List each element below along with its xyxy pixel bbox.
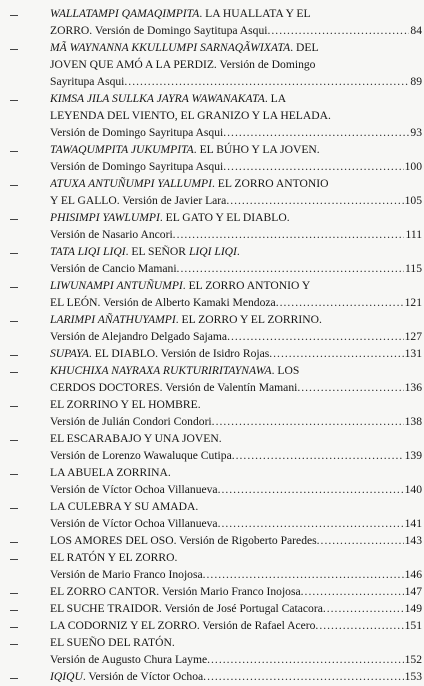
toc-entry (10, 431, 422, 465)
toc-line (50, 227, 422, 243)
title-text: EL SUEÑO DEL RATÓN. (50, 636, 175, 649)
entry-dash (10, 474, 18, 475)
page-number: 141 (404, 517, 422, 530)
title-aymara: MÃ WAYNANNA KKULLUMPI SARNAQÃWIXATA (50, 41, 291, 54)
toc-entry (10, 210, 422, 244)
toc-line (50, 431, 422, 447)
title-text: . LA (264, 92, 287, 105)
toc-line (50, 193, 422, 209)
title-text: CERDOS DOCTORES. Versión de Valentín Mamani. (50, 381, 301, 394)
leader-dots (305, 584, 404, 600)
toc-line (50, 74, 422, 90)
toc-line (50, 278, 422, 294)
toc-line-text (50, 618, 318, 634)
title-aymara: KHUCHIXA NAYRAXA RUKTURIRITAYNAWA (50, 364, 272, 377)
entry-dash (10, 253, 18, 254)
toc-line-text (50, 23, 270, 39)
title-text: LOS AMORES DEL OSO. Versión de Rigoberto Paredes. (50, 534, 320, 547)
entry-dash (10, 644, 18, 645)
entry-dash (10, 372, 18, 373)
leader-dots (221, 516, 403, 532)
toc-line (50, 363, 422, 379)
toc-line (50, 567, 422, 583)
toc-line (50, 516, 422, 532)
page-number: 138 (404, 415, 422, 428)
toc-line-text (50, 227, 176, 243)
toc-entry (10, 601, 422, 618)
toc-entry (10, 465, 422, 499)
title-text: Versión de Alejandro Delgado Sajama. (50, 330, 230, 343)
toc-entry (10, 142, 422, 176)
entry-dash (10, 610, 18, 611)
leader-dots (221, 482, 403, 498)
entry-dash (10, 100, 18, 101)
toc-line (50, 346, 422, 362)
leader-dots (211, 652, 404, 668)
title-text: EL SUCHE TRAIDOR. Versión de José Portugal Catacora. (50, 602, 326, 615)
toc-line-text (50, 261, 179, 277)
toc-line (50, 380, 422, 396)
toc-entry (10, 346, 422, 363)
entry-dash (10, 559, 18, 560)
entry-dash (10, 508, 18, 509)
title-text: Versión de Augusto Chura Layme. (50, 653, 211, 666)
title-text: . DEL (290, 41, 319, 54)
toc-line (50, 584, 422, 600)
leader-dots (216, 414, 404, 430)
title-text: . EL GATO Y EL DIABLO. (159, 211, 290, 224)
title-text: ZORRO. Versión de Domingo Saytitupa Asqui. (50, 24, 271, 37)
title-text: Versión de Lorenzo Wawaluque Cutipa. (50, 449, 235, 462)
title-text: EL ZORRO CANTOR. Versión Mario Franco Inojosa. (50, 585, 304, 598)
toc-line-text (50, 125, 226, 141)
toc-line-text (50, 516, 220, 532)
title-aymara: TATA LIQI LIQI (50, 245, 126, 258)
leader-dots (273, 346, 403, 362)
entry-dash (10, 321, 18, 322)
toc-line-text (50, 601, 326, 617)
toc-entry (10, 363, 422, 397)
title-text: LA CODORNIZ Y EL ZORRO. Versión de Rafael Acero. (50, 619, 319, 632)
title-text: . LOS (271, 364, 300, 377)
toc-line (50, 261, 422, 277)
leader-dots (327, 601, 404, 617)
title-text: Versión de Nasario Ancori. (50, 228, 176, 241)
toc-line (50, 176, 422, 192)
toc-line-text (50, 329, 230, 345)
entry-dash (10, 287, 18, 288)
title-text: Versión de Mario Franco Inojosa. (50, 568, 206, 581)
toc-entry (10, 40, 422, 91)
page-number: 84 (410, 24, 422, 37)
toc-line-text (50, 584, 304, 600)
page-number: 93 (410, 126, 422, 139)
toc-entry (10, 397, 422, 431)
toc-entry (10, 278, 422, 312)
title-aymara: ATUXA ANTUÑUMPI YALLUMPI (50, 177, 212, 190)
title-aymara: KIMSA JILA SULLKA JAYRA WAWANAKATA (50, 92, 265, 105)
toc-line-text (50, 74, 127, 90)
toc-line-text (50, 380, 300, 396)
toc-line (50, 448, 422, 464)
toc-entry (10, 669, 422, 686)
entry-dash (10, 49, 18, 50)
leader-dots (207, 669, 404, 685)
title-aymara: LIQI LIQI (188, 245, 237, 258)
toc-line (50, 669, 422, 685)
toc-line-text (50, 533, 320, 549)
leader-dots (236, 448, 404, 464)
title-text: . EL ZORRO ANTONIO Y (182, 279, 311, 292)
toc-line-text (50, 414, 215, 430)
leader-dots (231, 329, 404, 345)
title-aymara: IQIQU (50, 670, 83, 683)
page-number: 139 (404, 449, 422, 462)
title-text: Versión de Víctor Ochoa Villanueva. (50, 483, 221, 496)
page-number: 151 (404, 619, 422, 632)
entry-dash (10, 627, 18, 628)
entry-dash (10, 593, 18, 594)
title-text: . LA HUALLATA Y EL (199, 7, 311, 20)
title-aymara: LIWUNAMPI ANTUÑUMPI (50, 279, 183, 292)
toc-line (50, 108, 422, 124)
title-text: Versión de Cancio Mamani. (50, 262, 180, 275)
entry-dash (10, 678, 18, 679)
entry-dash (10, 440, 18, 441)
page-number: 121 (404, 296, 422, 309)
page-number: 100 (404, 160, 422, 173)
toc-entry (10, 499, 422, 533)
leader-dots (177, 227, 405, 243)
toc-line (50, 329, 422, 345)
toc-entry (10, 312, 422, 346)
toc-line (50, 210, 422, 226)
title-aymara: WALLATAMPI QAMAQIMPITA (50, 7, 200, 20)
leader-dots (207, 567, 404, 583)
entry-dash (10, 151, 18, 152)
toc-entry (10, 550, 422, 584)
entry-dash (10, 15, 18, 16)
toc-line (50, 482, 422, 498)
title-text: . EL SEÑOR (125, 245, 189, 258)
toc-line (50, 652, 422, 668)
toc-entry (10, 176, 422, 210)
page-number: 131 (404, 347, 422, 360)
toc-line (50, 312, 422, 328)
toc-entry (10, 618, 422, 635)
toc-line (50, 618, 422, 634)
page-number: 153 (404, 670, 422, 683)
title-text: Sayritupa Asqui. (50, 75, 128, 88)
title-text: . EL ZORRO ANTONIO (211, 177, 329, 190)
title-text: JOVEN QUE AMÓ A LA PERDIZ. Versión de Domingo (50, 58, 316, 71)
leader-dots (227, 159, 403, 175)
toc-line-text (50, 567, 206, 583)
leader-dots (301, 380, 403, 396)
leader-dots (227, 125, 409, 141)
title-text: . EL DIABLO. Versión de Isidro Rojas. (88, 347, 273, 360)
title-aymara: TAWAQUMPITA JUKUMPITA (50, 143, 194, 156)
toc-line-text (50, 652, 210, 668)
entry-dash (10, 542, 18, 543)
toc-line (50, 159, 422, 175)
toc-line (50, 601, 422, 617)
toc-entry (10, 6, 422, 40)
page-number: 149 (404, 602, 422, 615)
toc-entry (10, 533, 422, 550)
toc-line (50, 499, 422, 515)
leader-dots (128, 74, 409, 90)
title-text: Versión de Domingo Sayritupa Asqui. (50, 126, 227, 139)
leader-dots (271, 23, 409, 39)
entry-dash (10, 185, 18, 186)
title-text: . (236, 245, 240, 258)
toc-line (50, 533, 422, 549)
title-text: Y EL GALLO. Versión de Javier Lara. (50, 194, 230, 207)
toc-line (50, 40, 422, 56)
toc-line (50, 91, 422, 107)
title-text: Versión de Domingo Sayritupa Asqui. (50, 160, 227, 173)
title-text: . EL ZORRO Y EL ZORRINO. (175, 313, 322, 326)
toc-line-text (50, 669, 206, 685)
toc-line-text (50, 159, 226, 175)
toc-entry (10, 635, 422, 669)
toc-line-text (50, 482, 220, 498)
toc-line (50, 57, 422, 73)
toc-line (50, 23, 422, 39)
toc-line-text (50, 193, 229, 209)
page-number: 111 (405, 228, 422, 241)
title-aymara: LARIMPI AÑATHUYAMPI (50, 313, 176, 326)
page-number: 105 (404, 194, 422, 207)
page-number: 143 (404, 534, 422, 547)
page-number: 89 (410, 75, 422, 88)
title-text: EL ESCARABAJO Y UNA JOVEN. (50, 432, 222, 445)
page-number: 152 (404, 653, 422, 666)
page-number: 140 (404, 483, 422, 496)
title-text: Versión de Víctor Ochoa Villanueva. (50, 517, 221, 530)
leader-dots (319, 618, 403, 634)
toc-entry (10, 244, 422, 278)
title-text: . EL BÚHO Y LA JOVEN. (193, 143, 320, 156)
leader-dots (321, 533, 404, 549)
page-number: 136 (404, 381, 422, 394)
title-text: LA ABUELA ZORRINA. (50, 466, 171, 479)
toc-line (50, 125, 422, 141)
toc-line (50, 414, 422, 430)
toc-entry (10, 584, 422, 601)
toc-line-text (50, 346, 272, 362)
toc-line-text (50, 295, 279, 311)
toc-line (50, 6, 422, 22)
title-text: . Versión de Víctor Ochoa. (82, 670, 207, 683)
page-number: 127 (404, 330, 422, 343)
toc-line (50, 550, 422, 566)
toc-entry (10, 91, 422, 142)
title-text: LA CULEBRA Y SU AMADA. (50, 500, 199, 513)
title-text: Versión de Julián Condori Condori. (50, 415, 215, 428)
entry-dash (10, 355, 18, 356)
title-text: EL ZORRINO Y EL HOMBRE. (50, 398, 201, 411)
toc-line (50, 465, 422, 481)
page-number: 147 (404, 585, 422, 598)
title-text: EL RATÓN Y EL ZORRO. (50, 551, 178, 564)
toc-line (50, 635, 422, 651)
toc-line (50, 244, 422, 260)
page-number: 146 (404, 568, 422, 581)
toc-line (50, 397, 422, 413)
page-number: 115 (405, 262, 422, 275)
leader-dots (180, 261, 404, 277)
title-aymara: SUPAYA (50, 347, 89, 360)
title-text: EL LEÓN. Versión de Alberto Kamaki Mendoza. (50, 296, 279, 309)
toc-line-text (50, 448, 235, 464)
title-aymara: PHISIMPI YAWLUMPI (50, 211, 160, 224)
toc-line (50, 295, 422, 311)
title-text: LEYENDA DEL VIENTO, EL GRANIZO Y LA HELADA. (50, 109, 331, 122)
entry-dash (10, 219, 18, 220)
entry-dash (10, 406, 18, 407)
leader-dots (280, 295, 404, 311)
leader-dots (230, 193, 403, 209)
toc-line (50, 142, 422, 158)
